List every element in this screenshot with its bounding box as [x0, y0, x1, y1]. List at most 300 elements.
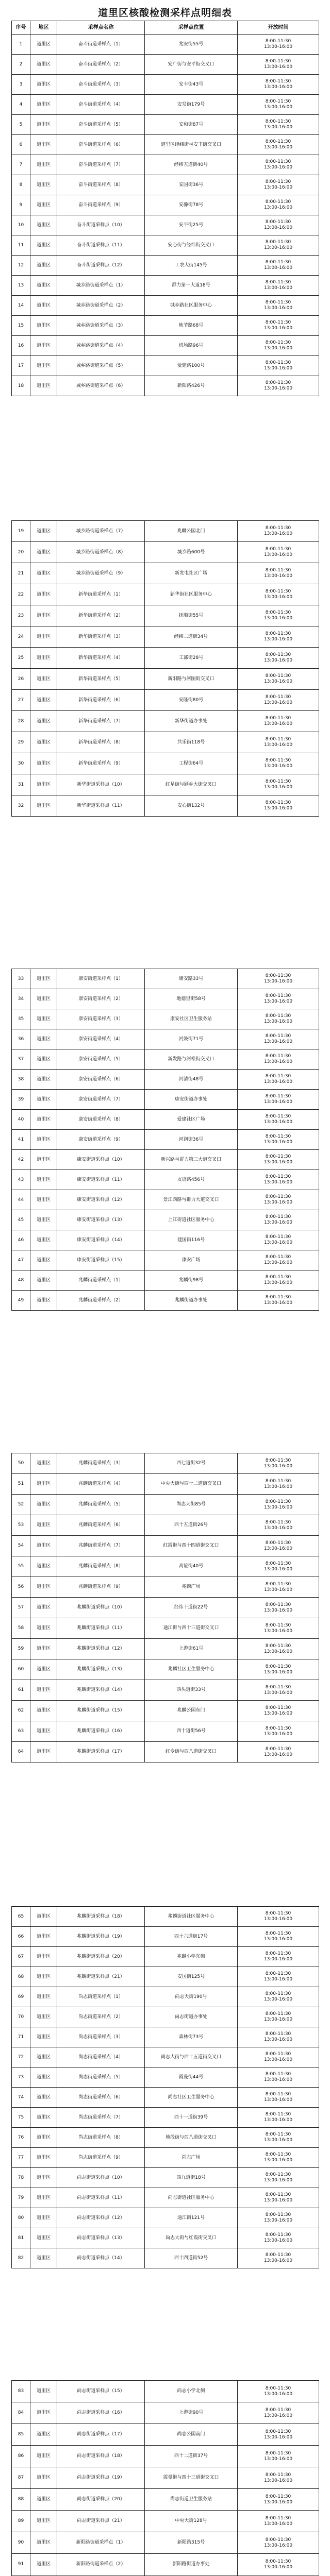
row-site-address: 兆麟公园北门	[145, 521, 238, 542]
row-index: 52	[12, 1495, 30, 1515]
row-index: 79	[12, 2188, 30, 2208]
row-index: 25	[12, 648, 30, 669]
row-area: 道里区	[30, 669, 57, 690]
row-site-address: 经纬二道街34号	[145, 626, 238, 648]
table-row	[12, 2047, 319, 2067]
row-site-address: 上江街道社区服务中心	[145, 1210, 238, 1230]
row-site-address: 经纬五道街40号	[145, 155, 238, 175]
row-open-time: 8:00-11:30 13:00-16:00	[238, 376, 319, 396]
row-site-address: 城乡路社区服务中心	[145, 296, 238, 316]
row-site-name: 兆麟街道采样点（8）	[57, 1556, 145, 1577]
row-site-address: 新发屯社区广场	[145, 563, 238, 584]
table-row	[12, 135, 319, 155]
row-site-name: 兆麟街道采样点（5）	[57, 1495, 145, 1515]
row-open-time: 8:00-11:30 13:00-16:00	[238, 1495, 319, 1515]
table-row	[12, 605, 319, 626]
row-site-name: 兆麟街道采样点（18）	[57, 1907, 145, 1927]
table-row	[12, 1130, 319, 1150]
row-site-name: 尚志街道采样点（13）	[57, 2228, 145, 2248]
row-index: 91	[12, 2554, 30, 2575]
row-open-time: 8:00-11:30 13:00-16:00	[238, 774, 319, 795]
row-index: 4	[12, 95, 30, 115]
row-index: 44	[12, 1190, 30, 1210]
row-site-address: 西十四道街52号	[145, 2248, 238, 2268]
table-row	[12, 1639, 319, 1659]
row-open-time: 8:00-11:30 13:00-16:00	[238, 2168, 319, 2188]
row-area: 道里区	[30, 1210, 57, 1230]
row-area: 道里区	[30, 336, 57, 356]
row-site-address: 红霞街与西十四道街交叉口	[145, 1536, 238, 1556]
row-open-time: 8:00-11:30 13:00-16:00	[238, 1721, 319, 1742]
table-row	[12, 1967, 319, 1987]
row-area: 道里区	[30, 1170, 57, 1190]
table-row	[12, 1742, 319, 1762]
row-index: 45	[12, 1210, 30, 1230]
row-site-address: 兆麟社区卫生服务中心	[145, 1659, 238, 1680]
row-index: 51	[12, 1474, 30, 1495]
table-row	[12, 2188, 319, 2208]
row-area: 道里区	[30, 1029, 57, 1049]
table-row	[12, 711, 319, 732]
row-index: 67	[12, 1947, 30, 1967]
row-site-name: 兆麟街道采样点（2）	[57, 1291, 145, 1311]
row-site-address: 尚志广场	[145, 2148, 238, 2168]
table-row	[12, 2489, 319, 2511]
row-open-time: 8:00-11:30 13:00-16:00	[238, 2148, 319, 2168]
row-area: 道里区	[30, 2128, 57, 2148]
row-index: 20	[12, 542, 30, 563]
table-row	[12, 753, 319, 774]
row-open-time: 8:00-11:30 13:00-16:00	[238, 2489, 319, 2511]
row-area: 道里区	[30, 1495, 57, 1515]
row-site-name: 尚志街道采样点（9）	[57, 2148, 145, 2168]
table-row	[12, 356, 319, 376]
table-row	[12, 115, 319, 135]
row-open-time: 8:00-11:30 13:00-16:00	[238, 2511, 319, 2532]
row-area: 道里区	[30, 753, 57, 774]
table-row	[12, 563, 319, 584]
row-index: 23	[12, 605, 30, 626]
table-row	[12, 1495, 319, 1515]
row-open-time: 8:00-11:30 13:00-16:00	[238, 336, 319, 356]
row-area: 道里区	[30, 1967, 57, 1987]
row-area: 道里区	[30, 2007, 57, 2027]
row-index: 19	[12, 521, 30, 542]
row-area: 道里区	[30, 626, 57, 648]
row-open-time: 8:00-11:30 13:00-16:00	[238, 2424, 319, 2446]
row-site-address: 地德里街58号	[145, 989, 238, 1009]
col-header-index: 序号	[12, 21, 30, 35]
row-index: 72	[12, 2047, 30, 2067]
row-area: 道里区	[30, 605, 57, 626]
table-row	[12, 1721, 319, 1742]
row-open-time: 8:00-11:30 13:00-16:00	[238, 175, 319, 195]
row-site-name: 奋斗街道采样点（6）	[57, 135, 145, 155]
row-area: 道里区	[30, 711, 57, 732]
row-site-name: 尚志街道采样点（19）	[57, 2467, 145, 2489]
row-area: 道里区	[30, 1680, 57, 1701]
table-row	[12, 584, 319, 605]
table-row	[12, 1659, 319, 1680]
table-row	[12, 1009, 319, 1029]
table-row	[12, 2027, 319, 2047]
row-site-address: 西十六道街17号	[145, 1927, 238, 1947]
row-site-name: 尚志街道采样点（10）	[57, 2168, 145, 2188]
row-area: 道里区	[30, 296, 57, 316]
table-row	[12, 1070, 319, 1090]
row-index: 21	[12, 563, 30, 584]
row-index: 43	[12, 1170, 30, 1190]
row-site-name: 兆麟街道采样点（1）	[57, 1270, 145, 1291]
row-index: 74	[12, 2088, 30, 2108]
row-open-time: 8:00-11:30 13:00-16:00	[238, 2188, 319, 2208]
sampling-table-part-3	[11, 969, 319, 1311]
row-site-name: 尚志街道采样点（2）	[57, 2007, 145, 2027]
row-site-name: 兆麟街道采样点（9）	[57, 1577, 145, 1598]
sampling-table-part-1	[11, 21, 319, 396]
row-index: 50	[12, 1453, 30, 1474]
row-index: 89	[12, 2511, 30, 2532]
table-row	[12, 1090, 319, 1110]
row-area: 道里区	[30, 2511, 57, 2532]
row-area: 道里区	[30, 95, 57, 115]
row-site-address: 新阳路315号	[145, 2532, 238, 2554]
row-site-name: 尚志街道采样点（17）	[57, 2424, 145, 2446]
row-open-time: 8:00-11:30 13:00-16:00	[238, 1130, 319, 1150]
row-open-time: 8:00-11:30 13:00-16:00	[238, 2108, 319, 2128]
table-row	[12, 2511, 319, 2532]
row-site-address: 爱建社区广场	[145, 1110, 238, 1130]
row-index: 15	[12, 316, 30, 336]
row-site-address: 安隆街80号	[145, 690, 238, 711]
row-site-address: 上游街61号	[145, 1639, 238, 1659]
row-index: 34	[12, 989, 30, 1009]
row-site-address: 西十道街56号	[145, 1721, 238, 1742]
row-index: 88	[12, 2489, 30, 2511]
row-open-time: 8:00-11:30 13:00-16:00	[238, 2532, 319, 2554]
table-row	[12, 2424, 319, 2446]
row-index: 62	[12, 1701, 30, 1721]
row-site-name: 奋斗街道采样点（8）	[57, 175, 145, 195]
row-open-time: 8:00-11:30 13:00-16:00	[238, 521, 319, 542]
row-open-time: 8:00-11:30 13:00-16:00	[238, 1701, 319, 1721]
table-row	[12, 989, 319, 1009]
row-open-time: 8:00-11:30 13:00-16:00	[238, 1598, 319, 1618]
row-site-address: 河清街48号	[145, 1070, 238, 1090]
row-site-name: 城乡路街道采样点（3）	[57, 316, 145, 336]
row-area: 道里区	[30, 1556, 57, 1577]
row-site-name: 城乡路街道采样点（9）	[57, 563, 145, 584]
row-site-name: 康安街道采样点（10）	[57, 1150, 145, 1170]
row-index: 55	[12, 1556, 30, 1577]
table-row	[12, 2381, 319, 2402]
row-open-time: 8:00-11:30 13:00-16:00	[238, 1090, 319, 1110]
table-row	[12, 774, 319, 795]
row-site-address: 康安广场	[145, 1250, 238, 1270]
row-index: 7	[12, 155, 30, 175]
row-open-time: 8:00-11:30 13:00-16:00	[238, 1190, 319, 1210]
row-index: 82	[12, 2248, 30, 2268]
row-area: 道里区	[30, 2424, 57, 2446]
table-row	[12, 2228, 319, 2248]
row-area: 道里区	[30, 135, 57, 155]
row-site-name: 康安街道采样点（1）	[57, 969, 145, 989]
row-area: 道里区	[30, 2446, 57, 2467]
table-row	[12, 2067, 319, 2088]
row-site-address: 康安路33号	[145, 969, 238, 989]
row-index: 35	[12, 1009, 30, 1029]
sampling-table-part-5	[11, 1906, 319, 2268]
row-index: 18	[12, 376, 30, 396]
table-row	[12, 55, 319, 75]
row-site-name: 兆麟街道采样点（16）	[57, 1721, 145, 1742]
row-index: 40	[12, 1110, 30, 1130]
col-header-open-time: 开放时间	[238, 21, 319, 35]
row-site-name: 康安街道采样点（13）	[57, 1210, 145, 1230]
row-site-name: 兆麟街道采样点（10）	[57, 1598, 145, 1618]
row-site-name: 康安街道采样点（11）	[57, 1170, 145, 1190]
row-open-time: 8:00-11:30 13:00-16:00	[238, 1947, 319, 1967]
row-index: 12	[12, 256, 30, 276]
row-open-time: 8:00-11:30 13:00-16:00	[238, 256, 319, 276]
row-open-time: 8:00-11:30 13:00-16:00	[238, 195, 319, 215]
row-index: 10	[12, 215, 30, 235]
table-row	[12, 1515, 319, 1536]
row-open-time: 8:00-11:30 13:00-16:00	[238, 2128, 319, 2148]
row-index: 41	[12, 1130, 30, 1150]
row-open-time: 8:00-11:30 13:00-16:00	[238, 215, 319, 235]
row-site-address: 高谊街40号	[145, 1556, 238, 1577]
table-row	[12, 336, 319, 356]
row-area: 道里区	[30, 563, 57, 584]
row-index: 32	[12, 795, 30, 817]
row-open-time: 8:00-11:30 13:00-16:00	[238, 2248, 319, 2268]
row-area: 道里区	[30, 115, 57, 135]
row-open-time: 8:00-11:30 13:00-16:00	[238, 2007, 319, 2027]
row-site-address: 经纬十道街22号	[145, 1598, 238, 1618]
row-area: 道里区	[30, 2489, 57, 2511]
row-area: 道里区	[30, 2067, 57, 2088]
row-site-name: 新华街道采样点（6）	[57, 690, 145, 711]
table-row	[12, 2168, 319, 2188]
table-header-row	[12, 21, 319, 35]
row-open-time: 8:00-11:30 13:00-16:00	[238, 626, 319, 648]
row-site-address: 西头道街33号	[145, 1680, 238, 1701]
table-row	[12, 1210, 319, 1230]
row-index: 60	[12, 1659, 30, 1680]
table-row	[12, 626, 319, 648]
row-site-name: 奋斗街道采样点（12）	[57, 256, 145, 276]
row-site-address: 兆麟公园东门	[145, 1701, 238, 1721]
row-area: 道里区	[30, 1150, 57, 1170]
row-site-name: 城乡路街道采样点（5）	[57, 356, 145, 376]
row-open-time: 8:00-11:30 13:00-16:00	[238, 1250, 319, 1270]
row-site-address: 中央大街与西十二道街交叉口	[145, 1474, 238, 1495]
row-site-name: 新阳路街道采样点（2）	[57, 2554, 145, 2575]
row-site-address: 新发路与河松街交叉口	[145, 1049, 238, 1070]
row-site-name: 兆麟街道采样点（14）	[57, 1680, 145, 1701]
row-index: 63	[12, 1721, 30, 1742]
row-area: 道里区	[30, 989, 57, 1009]
row-site-address: 霞曼街与西十三道街交叉口	[145, 2467, 238, 2489]
row-open-time: 8:00-11:30 13:00-16:00	[238, 1009, 319, 1029]
row-area: 道里区	[30, 155, 57, 175]
row-area: 道里区	[30, 316, 57, 336]
row-index: 80	[12, 2208, 30, 2228]
row-site-address: 安国街36号	[145, 175, 238, 195]
row-site-address: 西十五道街26号	[145, 1515, 238, 1536]
row-area: 道里区	[30, 2554, 57, 2575]
row-index: 11	[12, 235, 30, 256]
row-area: 道里区	[30, 732, 57, 753]
row-site-name: 奋斗街道采样点（3）	[57, 75, 145, 95]
row-site-name: 尚志街道采样点（18）	[57, 2446, 145, 2467]
row-area: 道里区	[30, 1721, 57, 1742]
row-index: 8	[12, 175, 30, 195]
sampling-table-part-2	[11, 520, 319, 817]
row-open-time: 8:00-11:30 13:00-16:00	[238, 115, 319, 135]
row-site-address: 安和街87号	[145, 115, 238, 135]
row-area: 道里区	[30, 1110, 57, 1130]
row-site-address: 新阳路与河图街交叉口	[145, 669, 238, 690]
table-row	[12, 1927, 319, 1947]
row-site-name: 康安街道采样点（7）	[57, 1090, 145, 1110]
row-site-name: 兆麟街道采样点（20）	[57, 1947, 145, 1967]
row-site-name: 城乡路街道采样点（8）	[57, 542, 145, 563]
table-row	[12, 1270, 319, 1291]
row-area: 道里区	[30, 1270, 57, 1291]
row-site-address: 尚志小学北侧	[145, 2381, 238, 2402]
row-open-time: 8:00-11:30 13:00-16:00	[238, 1659, 319, 1680]
row-area: 道里区	[30, 2027, 57, 2047]
row-site-name: 康安街道采样点（3）	[57, 1009, 145, 1029]
row-site-name: 康安街道采样点（6）	[57, 1070, 145, 1090]
row-open-time: 8:00-11:30 13:00-16:00	[238, 1618, 319, 1639]
table-row	[12, 2402, 319, 2424]
row-site-address: 安丰街43号	[145, 75, 238, 95]
row-site-name: 城乡路街道采样点（2）	[57, 296, 145, 316]
row-index: 78	[12, 2168, 30, 2188]
row-site-name: 尚志街道采样点（1）	[57, 1987, 145, 2007]
row-open-time: 8:00-11:30 13:00-16:00	[238, 276, 319, 296]
row-index: 73	[12, 2067, 30, 2088]
row-index: 31	[12, 774, 30, 795]
row-open-time: 8:00-11:30 13:00-16:00	[238, 690, 319, 711]
row-site-name: 兆麟街道采样点（6）	[57, 1515, 145, 1536]
row-open-time: 8:00-11:30 13:00-16:00	[238, 2467, 319, 2489]
row-site-address: 尚志社区卫生服务中心	[145, 2088, 238, 2108]
row-index: 75	[12, 2108, 30, 2128]
table-row	[12, 155, 319, 175]
row-area: 道里区	[30, 2467, 57, 2489]
row-site-name: 尚志街道采样点（7）	[57, 2108, 145, 2128]
row-index: 70	[12, 2007, 30, 2027]
row-open-time: 8:00-11:30 13:00-16:00	[238, 1536, 319, 1556]
table-row	[12, 35, 319, 55]
row-site-name: 兆麟街道采样点（13）	[57, 1659, 145, 1680]
row-site-name: 新华街道采样点（9）	[57, 753, 145, 774]
row-site-address: 尚志街道办事处	[145, 2007, 238, 2027]
table-row	[12, 1110, 319, 1130]
row-site-address: 尚志公园南门	[145, 2424, 238, 2446]
row-index: 39	[12, 1090, 30, 1110]
row-site-address: 工程街64号	[145, 753, 238, 774]
row-area: 道里区	[30, 215, 57, 235]
row-area: 道里区	[30, 2228, 57, 2248]
table-row	[12, 1474, 319, 1495]
row-site-name: 尚志街道采样点（5）	[57, 2067, 145, 2088]
sampling-table-part-6	[11, 2380, 319, 2576]
row-index: 57	[12, 1598, 30, 1618]
row-area: 道里区	[30, 235, 57, 256]
row-site-name: 康安街道采样点（9）	[57, 1130, 145, 1150]
row-index: 16	[12, 336, 30, 356]
row-area: 道里区	[30, 1453, 57, 1474]
row-open-time: 8:00-11:30 13:00-16:00	[238, 2446, 319, 2467]
row-site-name: 新华街道采样点（7）	[57, 711, 145, 732]
row-area: 道里区	[30, 1536, 57, 1556]
row-site-name: 奋斗街道采样点（1）	[57, 35, 145, 55]
row-open-time: 8:00-11:30 13:00-16:00	[238, 155, 319, 175]
row-index: 90	[12, 2532, 30, 2554]
row-index: 3	[12, 75, 30, 95]
row-open-time: 8:00-11:30 13:00-16:00	[238, 1070, 319, 1090]
table-row	[12, 969, 319, 989]
row-open-time: 8:00-11:30 13:00-16:00	[238, 95, 319, 115]
row-open-time: 8:00-11:30 13:00-16:00	[238, 969, 319, 989]
row-site-address: 尚志大街与西十五道街交叉口	[145, 2047, 238, 2067]
row-open-time: 8:00-11:30 13:00-16:00	[238, 542, 319, 563]
row-index: 49	[12, 1291, 30, 1311]
row-site-name: 尚志街道采样点（14）	[57, 2248, 145, 2268]
row-index: 68	[12, 1967, 30, 1987]
row-open-time: 8:00-11:30 13:00-16:00	[238, 356, 319, 376]
row-site-address: 友谊路456号	[145, 1170, 238, 1190]
row-open-time: 8:00-11:30 13:00-16:00	[238, 669, 319, 690]
row-site-address: 西七道街32号	[145, 1453, 238, 1474]
row-index: 61	[12, 1680, 30, 1701]
row-area: 道里区	[30, 376, 57, 396]
row-area: 道里区	[30, 1009, 57, 1029]
row-area: 道里区	[30, 1049, 57, 1070]
row-site-address: 群力第一大道18号	[145, 276, 238, 296]
row-area: 道里区	[30, 356, 57, 376]
row-site-address: 河鼓街71号	[145, 1029, 238, 1049]
row-area: 道里区	[30, 1291, 57, 1311]
row-site-address: 爱建路100号	[145, 356, 238, 376]
table-row	[12, 1680, 319, 1701]
row-site-address: 安静街78号	[145, 195, 238, 215]
row-index: 46	[12, 1230, 30, 1250]
row-site-name: 兆麟街道采样点（21）	[57, 1967, 145, 1987]
row-site-name: 康安街道采样点（14）	[57, 1230, 145, 1250]
row-site-name: 康安街道采样点（4）	[57, 1029, 145, 1049]
row-site-address: 中央大街128号	[145, 2511, 238, 2532]
table-row	[12, 1029, 319, 1049]
table-row	[12, 1618, 319, 1639]
row-site-address: 上游街90号	[145, 2402, 238, 2424]
row-site-name: 新华街道采样点（4）	[57, 648, 145, 669]
row-site-name: 兆麟街道采样点（7）	[57, 1536, 145, 1556]
row-index: 48	[12, 1270, 30, 1291]
row-site-address: 工部街28号	[145, 648, 238, 669]
row-area: 道里区	[30, 1515, 57, 1536]
row-site-address: 安广街与安平街交叉口	[145, 55, 238, 75]
row-site-address: 城乡路600号	[145, 542, 238, 563]
row-index: 2	[12, 55, 30, 75]
row-area: 道里区	[30, 1927, 57, 1947]
row-open-time: 8:00-11:30 13:00-16:00	[238, 2027, 319, 2047]
